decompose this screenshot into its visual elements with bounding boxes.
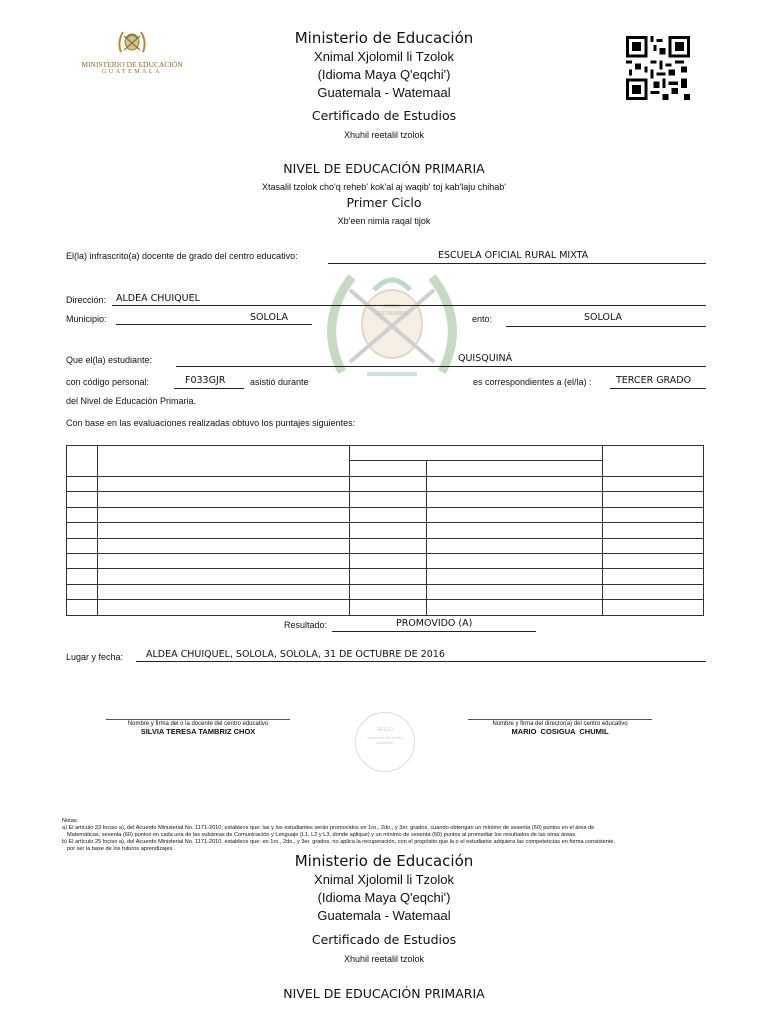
- table-cell: [97, 523, 349, 538]
- table-cell: [426, 569, 602, 584]
- teacher-label: El(la) infrascrito(a) docente de grado del centro educativo:: [66, 251, 298, 261]
- table-cell: [426, 507, 602, 522]
- attended-label: asistió durante: [250, 377, 309, 387]
- school-line: [328, 263, 706, 264]
- ministry-title: Ministerio de Educación: [294, 29, 474, 47]
- municipio-line: [116, 324, 312, 325]
- table-cell: [97, 477, 349, 492]
- table-cell: [350, 523, 427, 538]
- certificate-subtitle: Xhuhil reetalil tzolok: [343, 130, 425, 140]
- table-cell: [603, 446, 704, 477]
- table-cell: [603, 492, 704, 507]
- table-row: [67, 553, 704, 568]
- table-cell: [97, 600, 349, 615]
- table-cell: [67, 538, 98, 553]
- coat-of-arms-icon: [312, 262, 472, 387]
- guatemala-emblem-icon: [115, 28, 149, 56]
- result-value: PROMOVIDO (A): [396, 618, 473, 629]
- address-line: [112, 305, 706, 306]
- code-line: [174, 388, 244, 389]
- departamento-line: [506, 326, 706, 327]
- table-cell: [603, 569, 704, 584]
- table-row: [67, 492, 704, 507]
- table-cell: [350, 507, 427, 522]
- table-header-row: [67, 446, 704, 461]
- table-cell: [603, 553, 704, 568]
- result-line: [332, 631, 536, 632]
- place-line: [136, 661, 706, 662]
- director-signature-caption: Nombre y firma del director(a) del centro educativo: [492, 721, 628, 727]
- table-cell: [426, 477, 602, 492]
- table-cell: [603, 477, 704, 492]
- seal-line3: educativo: [376, 740, 394, 745]
- table-cell: [350, 477, 427, 492]
- ministry-line2: (Idioma Maya Q'eqchi'): [317, 67, 451, 82]
- school-seal: [355, 712, 415, 772]
- director-signature-line: [468, 719, 652, 720]
- student-line: [176, 366, 706, 367]
- table-cell: [97, 584, 349, 599]
- student-value: QUISQUINÁ: [458, 353, 513, 364]
- table-cell: [67, 477, 98, 492]
- table-cell: [426, 553, 602, 568]
- repeat-certificate-title: Certificado de Estudios: [311, 932, 457, 947]
- note-b: b) El artículo 25 Inciso a), del Acuerdo Ministerial No. 1171-2010, establece que: en 1ro., 2do., y 3er. grados, no aplica la recuperación, con el propósito que la o el estudiante adquiera las competencias en forma consistente,: [62, 839, 616, 845]
- table-row: [67, 523, 704, 538]
- departamento-value: SOLOLA: [584, 312, 622, 323]
- table-row: [67, 569, 704, 584]
- table-cell: [426, 523, 602, 538]
- repeat-ministry-title: Ministerio de Educación: [294, 852, 474, 870]
- table-cell: [67, 584, 98, 599]
- address-value: ALDEA CHUIQUEL: [116, 293, 200, 304]
- table-cell: [67, 523, 98, 538]
- seal-line2: Dirección del centro: [367, 735, 403, 740]
- table-cell: [67, 600, 98, 615]
- level-title: NIVEL DE EDUCACIÓN PRIMARIA: [283, 161, 485, 176]
- table-cell: [97, 507, 349, 522]
- table-row: [67, 538, 704, 553]
- table-cell: [603, 538, 704, 553]
- logo-line2: GUATEMALA: [102, 69, 162, 75]
- seal-line1: SELLO: [376, 727, 394, 733]
- table-cell: [67, 553, 98, 568]
- grade-label: es correspondientes a (el/la) :: [473, 377, 592, 387]
- table-cell: [97, 446, 349, 477]
- table-cell: [426, 538, 602, 553]
- table-cell: [97, 538, 349, 553]
- school-value: ESCUELA OFICIAL RURAL MIXTA: [438, 250, 589, 261]
- place-value: ALDEA CHUIQUEL, SOLOLA, SOLOLA, 31 DE OCTUBRE DE 2016: [146, 649, 445, 660]
- place-label: Lugar y fecha:: [66, 652, 124, 662]
- grade-value: TERCER GRADO: [616, 375, 692, 386]
- municipio-value: SOLOLA: [250, 312, 288, 323]
- scores-label: Con base en las evaluaciones realizadas obtuvo los puntajes siguientes:: [66, 418, 356, 428]
- table-row: [67, 600, 704, 615]
- table-cell: [350, 584, 427, 599]
- teacher-signature-line: [106, 719, 290, 720]
- note-a-cont: Matemáticas, sesenta (60) puntos en cada una de las subáreas de Comunicación y Lenguaje (L1, L2 y L3, donde aplique) y un mínimo de sesenta (60) puntos al promediar los resultados de las otras áreas.: [67, 832, 577, 838]
- student-label: Que el(la) estudiante:: [66, 355, 153, 365]
- grades-table: [66, 445, 704, 616]
- ministry-logo: [72, 28, 192, 83]
- repeat-level-title: NIVEL DE EDUCACIÓN PRIMARIA: [283, 986, 485, 1001]
- grade-line: [610, 388, 706, 389]
- table-cell: [603, 600, 704, 615]
- cycle-subtitle: Xb'een nimla raqal tijok: [337, 216, 431, 226]
- watermark-motto2: SEPTIEMBRE: [375, 311, 409, 317]
- municipio-label: Municipio:: [66, 314, 107, 324]
- teacher-name: SILVIA TERESA TAMBRIZ CHOX: [140, 727, 256, 736]
- level-subtitle: Xtasalil tzolok cho'q reheb' kok'al aj waqib' toj kab'laju chihab': [262, 182, 506, 192]
- notes: [62, 818, 702, 853]
- level-label: del Nivel de Educación Primaria.: [66, 396, 197, 406]
- logo-line1: MINISTERIO DE EDUCACIÓN: [81, 60, 183, 69]
- repeat-line3: Guatemala - Watemaal: [317, 908, 451, 923]
- table-cell: [67, 507, 98, 522]
- notes-title: Notas:: [62, 818, 79, 824]
- cycle-title: Primer Ciclo: [346, 195, 422, 210]
- table-row: [67, 584, 704, 599]
- table-cell: [67, 446, 98, 477]
- table-row: [67, 477, 704, 492]
- table-cell: [426, 492, 602, 507]
- table-cell: [350, 569, 427, 584]
- table-cell: [603, 507, 704, 522]
- table-cell: [67, 569, 98, 584]
- note-a: a) El artículo 23 Inciso a), del Acuerdo Ministerial No. 1171-2010, establece que: las y los estudiantes serán promovidos en 1ro., 2do., y 3er. grados, cuando obtengan un mínimo de sesenta (60) puntos en el área de: [62, 825, 595, 831]
- address-label: Dirección:: [66, 295, 107, 305]
- watermark-motto1: PATRIA: [383, 304, 401, 310]
- table-cell: [603, 523, 704, 538]
- table-row: [67, 507, 704, 522]
- table-cell: [350, 538, 427, 553]
- ministry-line3: Guatemala - Watemaal: [317, 85, 451, 100]
- departamento-label: ento:: [472, 314, 493, 324]
- table-cell: [97, 492, 349, 507]
- table-cell: [426, 461, 602, 477]
- table-cell: [426, 584, 602, 599]
- table-cell: [97, 553, 349, 568]
- director-name: MARIO COSIGUA CHUMIL: [511, 727, 609, 736]
- qr-code-icon: [626, 36, 690, 100]
- table-cell: [350, 492, 427, 507]
- note-b-cont: por ser la base de los futuros aprendizajes.: [67, 846, 174, 852]
- table-cell: [603, 584, 704, 599]
- table-cell: [426, 600, 602, 615]
- table-cell: [350, 446, 603, 461]
- certificate-title: Certificado de Estudios: [311, 108, 457, 123]
- table-cell: [97, 569, 349, 584]
- code-value: F033GJR: [185, 375, 226, 386]
- code-label: con código personal:: [66, 377, 150, 387]
- coat-of-arms-watermark: [312, 262, 472, 387]
- repeat-line2: (Idioma Maya Q'eqchi'): [317, 890, 451, 905]
- repeat-certificate-subtitle: Xhuhil reetalil tzolok: [343, 954, 425, 964]
- result-label: Resultado:: [284, 620, 328, 630]
- ministry-line1: Xnimal Xjolomil li Tzolok: [314, 49, 454, 64]
- repeat-line1: Xnimal Xjolomil li Tzolok: [314, 872, 454, 887]
- table-cell: [350, 600, 427, 615]
- table-cell: [67, 492, 98, 507]
- table-cell: [350, 553, 427, 568]
- teacher-signature-caption: Nombre y firma del o la docente del centro educativo: [127, 721, 269, 727]
- table-cell: [350, 461, 427, 477]
